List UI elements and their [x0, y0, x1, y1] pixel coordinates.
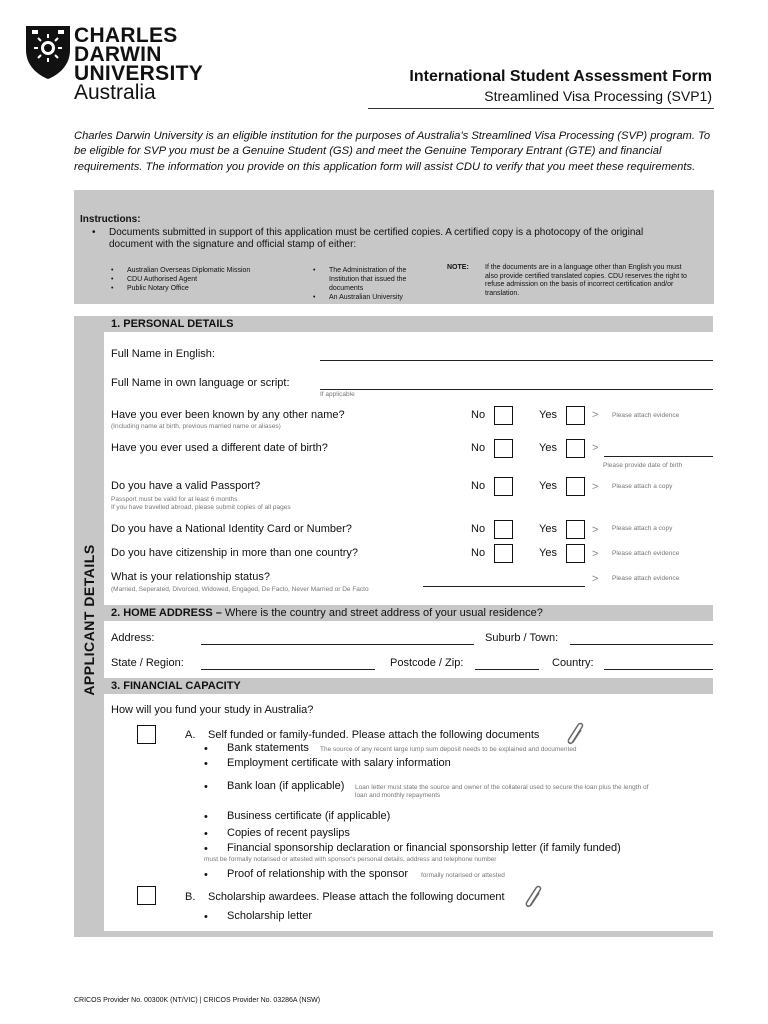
option-a-text: Self funded or family-funded. Please attach the following documents	[208, 729, 540, 741]
q-relationship: What is your relationship status?	[111, 571, 270, 583]
passport-yes-checkbox[interactable]	[566, 477, 585, 496]
state-field[interactable]	[201, 669, 375, 670]
q-other-name-hint: (Including name at birth, previous married name or aliases)	[111, 423, 281, 430]
list-item: • Australian Overseas Diplomatic Mission	[109, 266, 279, 275]
attach-copy-hint: Please attach a copy	[612, 483, 673, 490]
instructions-text: Documents submitted in support of this application must be certified copies. A certified copy is a photocopy of the original document with the signature and official stamp of either:	[109, 227, 644, 250]
doc-scholarship: Scholarship letter	[227, 910, 312, 922]
postcode-field[interactable]	[475, 669, 539, 670]
bullet: •	[204, 781, 208, 793]
bank-loan-hint-1: Loan letter must state the source and owner of the collateral used to secure the loan plus the length of	[355, 784, 649, 791]
country-field[interactable]	[604, 669, 713, 670]
full-name-en-field[interactable]	[320, 360, 713, 361]
bullet: •	[204, 811, 208, 823]
doc-sponsorship: Financial sponsorship declaration or financial sponsorship letter (if family funded)	[227, 842, 621, 854]
bank-statements-hint: The source of any recent large lump sum deposit needs to be explained and documented	[320, 746, 577, 753]
note-label: NOTE:	[447, 264, 469, 271]
q-dob: Have you ever used a different date of birth?	[111, 442, 328, 454]
university-crest-icon	[24, 24, 72, 80]
list-item: • An Australian University	[311, 293, 429, 302]
bullet: •	[204, 828, 208, 840]
dob-yes-checkbox[interactable]	[566, 439, 585, 458]
intro-paragraph: Charles Darwin University is an eligible institution for the purposes of Australia’s Streamlined Visa Processing (SVP) program. To be eligible for SVP you must be a Genuine Student (GS) and meet the Genuine Temporary Entrant (GTE) and financial requirements. The information you provide on this application form will assist CDU to verify that you meet these requirements.	[74, 130, 711, 173]
certifier-list-1	[109, 266, 279, 293]
no-label: No	[471, 442, 486, 454]
doc-employment: Employment certificate with salary information	[227, 757, 451, 769]
yes-label: Yes	[539, 523, 557, 535]
attach-evidence-hint: Please attach evidence	[612, 550, 680, 557]
dob-field[interactable]	[604, 456, 713, 457]
self-funded-checkbox[interactable]	[137, 725, 156, 744]
doc-bank-loan: Bank loan (if applicable)	[227, 780, 345, 792]
bullet: •	[204, 758, 208, 770]
q-national-id: Do you have a National Identity Card or Number?	[111, 523, 352, 535]
side-label: APPLICANT DETAILS	[81, 544, 97, 696]
dob-no-checkbox[interactable]	[494, 439, 513, 458]
paperclip-icon	[524, 884, 546, 910]
funding-question: How will you fund your study in Australia?	[111, 704, 314, 716]
attach-copy-hint: Please attach a copy	[612, 525, 673, 532]
logo-line-charles: CHARLES	[74, 24, 178, 47]
q-passport: Do you have a valid Passport?	[111, 480, 261, 492]
arrow-icon: >	[592, 548, 599, 560]
passport-no-checkbox[interactable]	[494, 477, 513, 496]
arrow-icon: >	[592, 481, 599, 493]
full-name-own-label: Full Name in own language or script:	[111, 377, 290, 389]
no-label: No	[471, 547, 486, 559]
no-label: No	[471, 409, 486, 421]
instructions-bullet: •	[92, 227, 96, 238]
state-label: State / Region:	[111, 657, 184, 669]
bullet: •	[204, 743, 208, 755]
arrow-icon: >	[592, 442, 599, 454]
yes-label: Yes	[539, 442, 557, 454]
no-label: No	[471, 523, 486, 535]
arrow-icon: >	[592, 573, 599, 585]
logo-line-university: UNIVERSITY	[74, 62, 204, 85]
q-passport-hint-1: Passport must be valid for at least 6 months	[111, 496, 238, 503]
full-name-en-label: Full Name in English:	[111, 348, 215, 360]
option-b-label: B.	[185, 891, 196, 903]
note-text: If the documents are in a language other than English you must also provide certified translated copies. CDU reserves the right to refuse admission on the basis of incorrect certification and/or translation.	[485, 264, 687, 297]
suburb-field[interactable]	[570, 644, 713, 645]
logo-line-darwin: DARWIN	[74, 43, 162, 66]
section-heading-financial: 3. FINANCIAL CAPACITY	[104, 678, 713, 694]
address-heading-bold: 2. HOME ADDRESS –	[111, 607, 222, 619]
provide-dob-hint: Please provide date of birth	[603, 462, 683, 469]
bank-loan-hint-2: loan and monthly repayments	[355, 792, 441, 799]
no-label: No	[471, 480, 486, 492]
relationship-hint: formally notarised or attested	[421, 872, 505, 879]
scholarship-checkbox[interactable]	[137, 886, 156, 905]
postcode-label: Postcode / Zip:	[390, 657, 464, 669]
q-citizenship: Do you have citizenship in more than one country?	[111, 547, 359, 559]
option-b-text: Scholarship awardees. Please attach the following document	[208, 891, 505, 903]
section-heading-personal: 1. PERSONAL DETAILS	[104, 316, 713, 332]
q-other-name: Have you ever been known by any other name?	[111, 409, 345, 421]
doc-relationship: Proof of relationship with the sponsor	[227, 868, 408, 880]
other-name-no-checkbox[interactable]	[494, 406, 513, 425]
instructions-box	[74, 190, 714, 304]
q-passport-hint-2: If you have travelled abroad, please submit copies of all pages	[111, 504, 291, 511]
doc-payslips: Copies of recent payslips	[227, 827, 350, 839]
bottom-bar	[74, 931, 713, 937]
national-id-no-checkbox[interactable]	[494, 520, 513, 539]
other-name-yes-checkbox[interactable]	[566, 406, 585, 425]
citizenship-no-checkbox[interactable]	[494, 544, 513, 563]
if-applicable-hint: If applicable	[320, 391, 355, 398]
address-label: Address:	[111, 632, 155, 644]
yes-label: Yes	[539, 409, 557, 421]
logo-line-australia: Australia	[74, 81, 156, 104]
list-item: • CDU Authorised Agent	[109, 275, 279, 284]
suburb-label: Suburb / Town:	[485, 632, 559, 644]
q-relationship-hint: (Married, Seperated, Divorced, Widowed, Engaged, De Facto, Never Married or De Facto	[111, 586, 369, 593]
footer-cricos: CRICOS Provider No. 00300K (NT/VIC) | CRICOS Provider No. 03286A (NSW)	[74, 997, 321, 1004]
certifier-list-2	[311, 266, 429, 302]
arrow-icon: >	[592, 524, 599, 536]
yes-label: Yes	[539, 480, 557, 492]
header-divider	[368, 108, 714, 109]
address-heading-rest: Where is the country and street address of your usual residence?	[221, 607, 543, 619]
paperclip-icon	[566, 721, 588, 747]
instructions-title: Instructions:	[80, 214, 141, 225]
yes-label: Yes	[539, 547, 557, 559]
bullet: •	[204, 843, 208, 855]
form-subtitle: Streamlined Visa Processing (SVP1)	[484, 88, 712, 104]
doc-business: Business certificate (if applicable)	[227, 810, 391, 822]
arrow-icon: >	[592, 409, 599, 421]
country-label: Country:	[552, 657, 594, 669]
full-name-own-field[interactable]	[320, 389, 713, 390]
form-title: International Student Assessment Form	[409, 68, 712, 85]
section-heading-address	[104, 605, 713, 621]
list-item: • The Administration of the Institution that issued the documents	[311, 266, 429, 293]
attach-evidence-hint: Please attach evidence	[612, 412, 680, 419]
citizenship-yes-checkbox[interactable]	[566, 544, 585, 563]
attach-evidence-hint: Please attach evidence	[612, 575, 680, 582]
list-item: • Public Notary Office	[109, 284, 279, 293]
address-field[interactable]	[201, 644, 474, 645]
relationship-field[interactable]	[423, 586, 585, 587]
sponsorship-hint: must be formally notarised or attested with sponsor's personal details, address and telephone number	[204, 856, 497, 863]
bullet: •	[204, 869, 208, 881]
doc-bank-statements: Bank statements	[227, 742, 309, 754]
option-a-label: A.	[185, 729, 196, 741]
national-id-yes-checkbox[interactable]	[566, 520, 585, 539]
bullet: •	[204, 911, 208, 923]
